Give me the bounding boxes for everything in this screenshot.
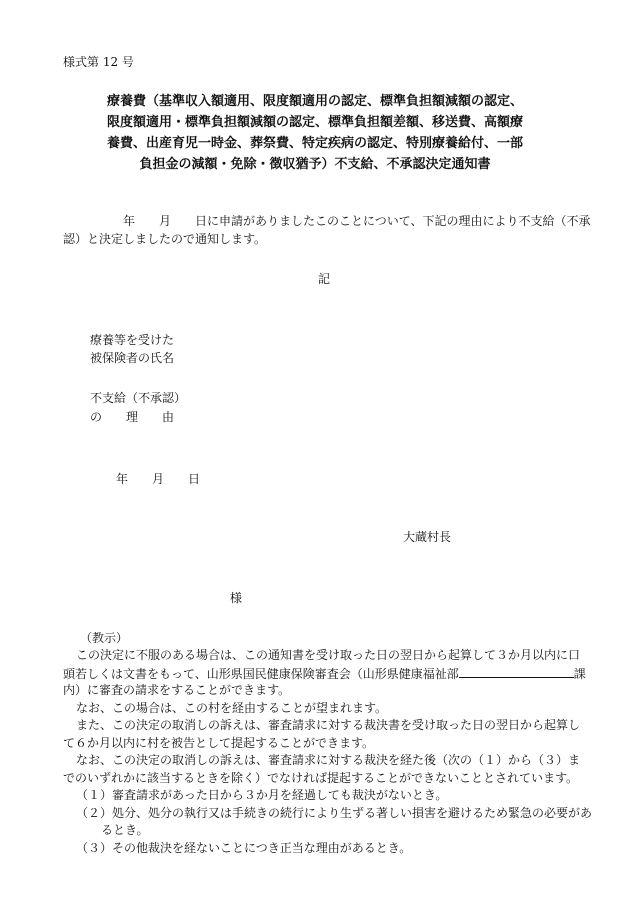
notice-line: なお、この場合は、この村を経由することが望まれます。 bbox=[76, 701, 388, 715]
blank-underline bbox=[459, 666, 574, 678]
title-line: 限度額適用・標準負担額減額の認定、標準負担額差額、移送費、高額療 bbox=[106, 115, 523, 130]
notice-line: て６か月以内に村を被告として提起することができます。 bbox=[63, 736, 375, 750]
ki-heading: 記 bbox=[318, 272, 331, 286]
notice-item: （２）処分、処分の執行又は手続きの続行により生ずる著しい損害を避けるため緊急の必要があ bbox=[76, 806, 593, 820]
notice-item: るとき。 bbox=[101, 823, 149, 837]
form-number: 様式第 12 号 bbox=[63, 55, 134, 69]
notice-item: （１）審査請求があった日から３か月を経過しても裁決がないとき。 bbox=[76, 788, 448, 802]
notice-heading: （教示） bbox=[80, 631, 129, 645]
notice-line: この決定に不服のある場合は、この通知書を受け取った日の翌日から起算して３か月以内に口 bbox=[76, 648, 581, 662]
notice-line: なお、この決定の取消しの訴えは、審査請求に対する裁決を経た後（次の（１）から（３）ま bbox=[76, 753, 581, 767]
reason-label: 不支給（不承認） bbox=[90, 391, 187, 405]
insured-label: 被保険者の氏名 bbox=[90, 351, 175, 365]
intro-line: 認）と決定しましたので通知します。 bbox=[63, 232, 267, 246]
notice-line: また、この決定の取消しの訴えは、審査請求に対する裁決書を受け取った日の翌日から起算し bbox=[76, 718, 581, 732]
insured-label: 療養等を受けた bbox=[90, 333, 175, 347]
intro-line: 年 月 日に申請がありましたこのことについて、下記の理由により不支給（不承 bbox=[123, 214, 591, 228]
recipient-suffix: 様 bbox=[230, 591, 243, 605]
reason-label: の 理 由 bbox=[90, 410, 175, 424]
notice-text: 課 bbox=[573, 667, 586, 681]
title-line: 養費、出産育児一時金、葬祭費、特定疾病の認定、特別療養給付、一部 bbox=[106, 136, 523, 151]
notice-text: 頭若しくは文書をもって、山形県国民健康保険審査会（山形県健康福祉部 bbox=[63, 667, 459, 681]
title-line: 療養費（基準収入額適用、限度額適用の認定、標準負担額減額の認定、 bbox=[106, 94, 523, 109]
notice-item: （３）その他裁決を経ないことにつき正当な理由があるとき。 bbox=[76, 841, 412, 855]
issuer: 大蔵村長 bbox=[403, 530, 452, 544]
date-line: 年 月 日 bbox=[116, 472, 201, 486]
notice-line bbox=[63, 666, 586, 681]
title-line: 負担金の減額・免除・徴収猶予）不支給、不承認決定通知書 bbox=[139, 157, 491, 172]
notice-line: でのいずれかに該当するときを除く）でなければ提起することができないこととされています。 bbox=[63, 771, 579, 785]
notice-line: 内）に審査の請求をすることができます。 bbox=[63, 683, 291, 697]
